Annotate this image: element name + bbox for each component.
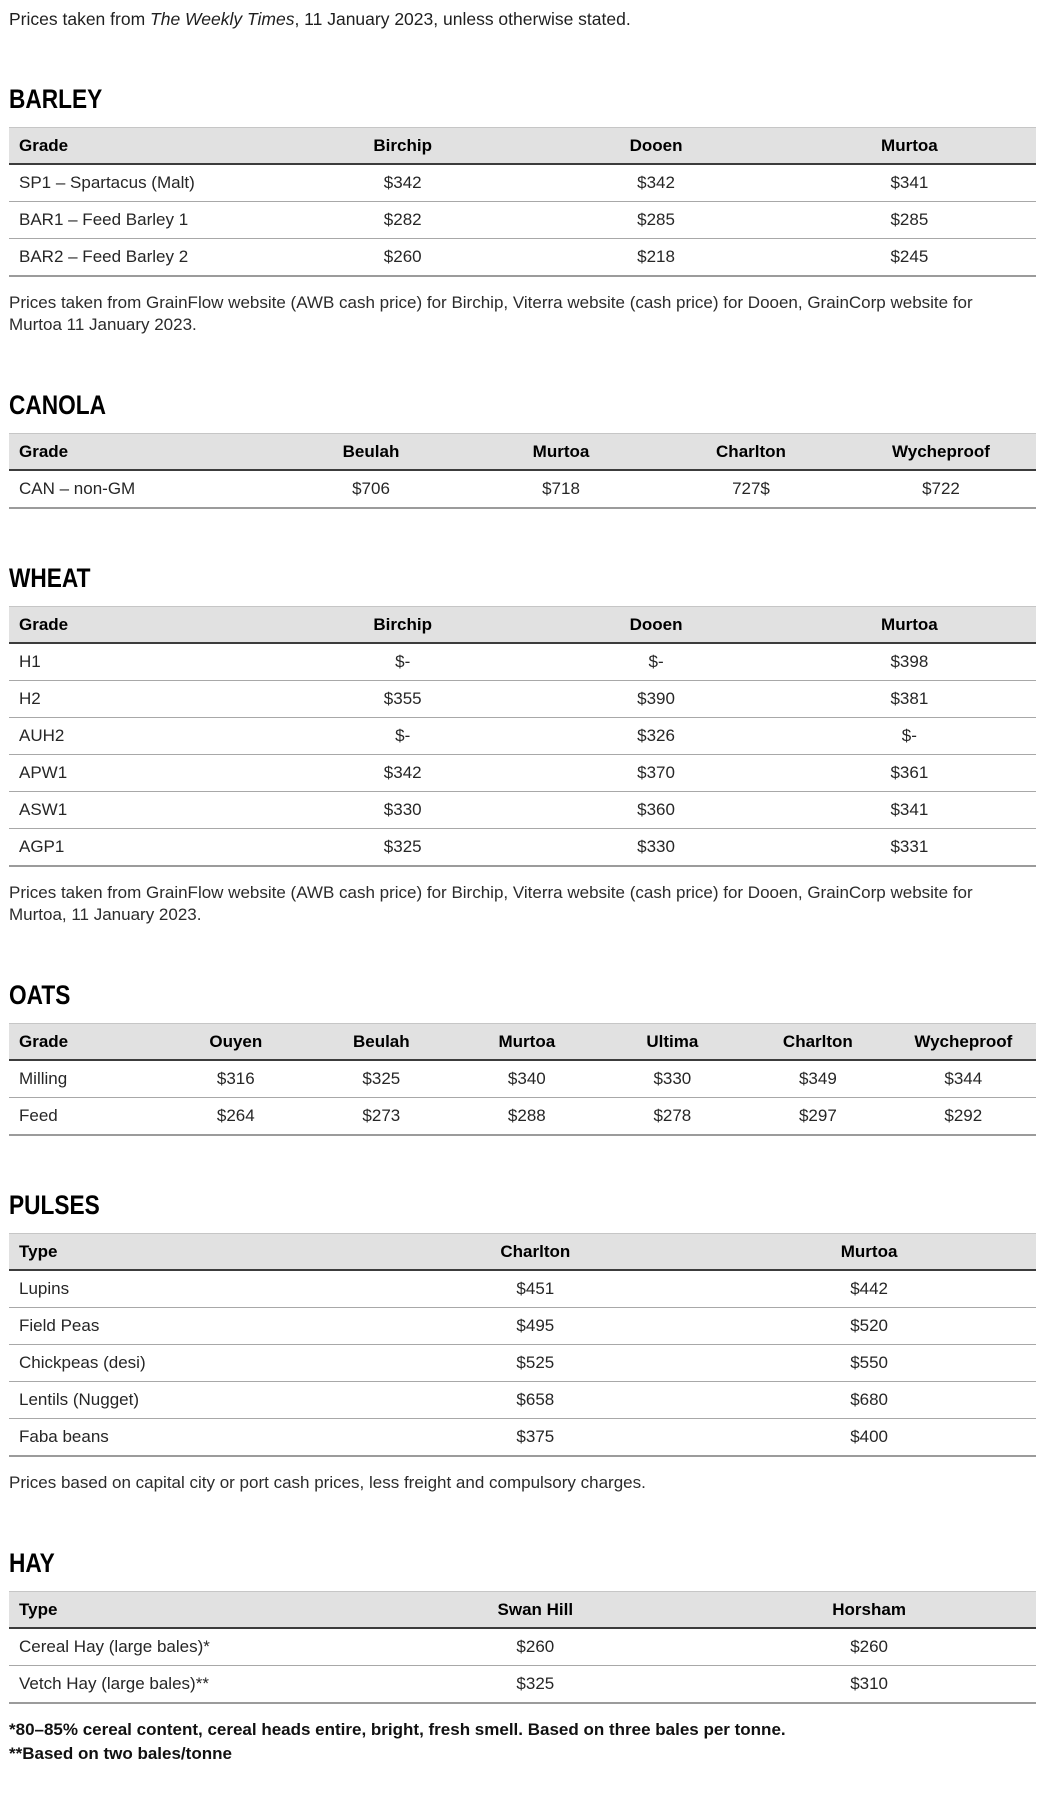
column-header-horsham: Horsham <box>702 1592 1036 1629</box>
price-cell: $325 <box>368 1666 702 1704</box>
row-label: Milling <box>9 1060 163 1098</box>
price-cell: $292 <box>891 1098 1036 1136</box>
row-label: Field Peas <box>9 1308 368 1345</box>
section-heading-pulses <box>9 1190 1036 1220</box>
section-heading-barley <box>9 84 1036 114</box>
section-heading-label: WHEAT <box>9 563 91 593</box>
column-header-murtoa: Murtoa <box>702 1234 1036 1271</box>
price-cell: $297 <box>745 1098 891 1136</box>
price-cell: $325 <box>276 829 529 867</box>
footnote: Prices taken from GrainFlow website (AWB cash price) for Birchip, Viterra website (cash price) for Dooen, GrainCorp website for Murtoa, 11 January 2023. <box>9 883 973 924</box>
price-cell: $360 <box>529 792 782 829</box>
row-label: H1 <box>9 643 276 681</box>
column-header-wycheproof: Wycheproof <box>846 434 1036 471</box>
column-header-murtoa: Murtoa <box>466 434 656 471</box>
row-label: BAR2 – Feed Barley 2 <box>9 239 276 277</box>
column-header-dooen: Dooen <box>529 607 782 644</box>
section-heading-label: OATS <box>9 980 71 1010</box>
price-cell: $260 <box>276 239 529 277</box>
table-row <box>9 1628 1036 1666</box>
row-label: Feed <box>9 1098 163 1136</box>
row-label: APW1 <box>9 755 276 792</box>
section-heading-label: HAY <box>9 1548 55 1578</box>
section-canola <box>9 390 1036 509</box>
price-cell: $310 <box>702 1666 1036 1704</box>
table-row <box>9 202 1036 239</box>
price-cell: $550 <box>702 1345 1036 1382</box>
price-cell: $375 <box>368 1419 702 1457</box>
section-heading-hay <box>9 1548 1036 1578</box>
row-label: AGP1 <box>9 829 276 867</box>
price-cell: $349 <box>745 1060 891 1098</box>
table-row <box>9 1308 1036 1345</box>
row-label: H2 <box>9 681 276 718</box>
column-header-ultima: Ultima <box>600 1024 746 1061</box>
price-cell: $260 <box>368 1628 702 1666</box>
sections-container <box>9 84 1036 1765</box>
column-header-grade: Grade <box>9 434 276 471</box>
price-cell: $680 <box>702 1382 1036 1419</box>
column-header-beulah: Beulah <box>309 1024 455 1061</box>
price-cell: $722 <box>846 470 1036 508</box>
table-row <box>9 1382 1036 1419</box>
price-cell: $658 <box>368 1382 702 1419</box>
price-cell: $390 <box>529 681 782 718</box>
section-heading-label: CANOLA <box>9 390 107 420</box>
table-row <box>9 792 1036 829</box>
price-cell: $381 <box>783 681 1036 718</box>
row-label: Cereal Hay (large bales)* <box>9 1628 368 1666</box>
row-label: Faba beans <box>9 1419 368 1457</box>
intro-text <box>9 8 1036 30</box>
row-label: Lentils (Nugget) <box>9 1382 368 1419</box>
price-cell: $520 <box>702 1308 1036 1345</box>
price-cell: $400 <box>702 1419 1036 1457</box>
table-row <box>9 164 1036 202</box>
price-cell: $331 <box>783 829 1036 867</box>
canola-price-table <box>9 433 1036 509</box>
price-cell: $370 <box>529 755 782 792</box>
price-cell: $361 <box>783 755 1036 792</box>
row-label: ASW1 <box>9 792 276 829</box>
column-header-type: Type <box>9 1592 368 1629</box>
column-header-ouyen: Ouyen <box>163 1024 309 1061</box>
price-cell: $- <box>783 718 1036 755</box>
row-label: SP1 – Spartacus (Malt) <box>9 164 276 202</box>
section-hay <box>9 1548 1036 1765</box>
section-heading-canola <box>9 390 1036 420</box>
hay-price-table <box>9 1591 1036 1704</box>
price-cell: $285 <box>783 202 1036 239</box>
section-heading-oats <box>9 980 1036 1010</box>
price-cell: $282 <box>276 202 529 239</box>
price-cell: $218 <box>529 239 782 277</box>
price-cell: $288 <box>454 1098 600 1136</box>
table-row <box>9 1345 1036 1382</box>
price-cell: $245 <box>783 239 1036 277</box>
price-cell: $344 <box>891 1060 1036 1098</box>
column-header-charlton: Charlton <box>656 434 846 471</box>
price-cell: $525 <box>368 1345 702 1382</box>
footnote: Prices taken from GrainFlow website (AWB cash price) for Birchip, Viterra website (cash price) for Dooen, GrainCorp website for Murtoa 11 January 2023. <box>9 293 973 334</box>
table-row <box>9 239 1036 277</box>
price-cell: $325 <box>309 1060 455 1098</box>
price-cell: $442 <box>702 1270 1036 1308</box>
price-cell: $273 <box>309 1098 455 1136</box>
row-label: Lupins <box>9 1270 368 1308</box>
price-cell: $- <box>276 718 529 755</box>
row-label: Chickpeas (desi) <box>9 1345 368 1382</box>
footnote: *80–85% cereal content, cereal heads entire, bright, fresh smell. Based on three bales per tonne. <box>9 1720 786 1739</box>
column-header-swan-hill: Swan Hill <box>368 1592 702 1629</box>
price-cell: $- <box>276 643 529 681</box>
section-heading-label: BARLEY <box>9 84 103 114</box>
section-heading-label: PULSES <box>9 1190 100 1220</box>
section-heading-wheat <box>9 563 1036 593</box>
price-cell: $278 <box>600 1098 746 1136</box>
column-header-type: Type <box>9 1234 368 1271</box>
column-header-beulah: Beulah <box>276 434 466 471</box>
oats-price-table <box>9 1023 1036 1136</box>
column-header-charlton: Charlton <box>745 1024 891 1061</box>
price-cell: $355 <box>276 681 529 718</box>
table-row <box>9 755 1036 792</box>
price-cell: $342 <box>276 755 529 792</box>
header-row <box>9 434 1036 471</box>
price-cell: $264 <box>163 1098 309 1136</box>
intro-prefix: Prices taken from <box>9 9 151 29</box>
price-cell: $451 <box>368 1270 702 1308</box>
section-barley <box>9 84 1036 336</box>
column-header-murtoa: Murtoa <box>783 128 1036 165</box>
table-row <box>9 1666 1036 1704</box>
price-cell: $342 <box>529 164 782 202</box>
price-cell: $260 <box>702 1628 1036 1666</box>
table-row <box>9 829 1036 867</box>
table-row <box>9 470 1036 508</box>
price-cell: $316 <box>163 1060 309 1098</box>
header-row <box>9 1024 1036 1061</box>
column-header-birchip: Birchip <box>276 607 529 644</box>
header-row <box>9 1592 1036 1629</box>
table-row <box>9 718 1036 755</box>
price-cell: $330 <box>276 792 529 829</box>
price-cell: $285 <box>529 202 782 239</box>
price-cell: $330 <box>600 1060 746 1098</box>
wheat-price-table <box>9 606 1036 867</box>
price-cell: 727$ <box>656 470 846 508</box>
intro-suffix: , 11 January 2023, unless otherwise stated. <box>294 9 631 29</box>
price-cell: $341 <box>783 164 1036 202</box>
row-label: AUH2 <box>9 718 276 755</box>
column-header-charlton: Charlton <box>368 1234 702 1271</box>
section-pulses <box>9 1190 1036 1494</box>
table-row <box>9 1098 1036 1136</box>
footnote: Prices based on capital city or port cash prices, less freight and compulsory charges. <box>9 1473 646 1492</box>
header-row <box>9 128 1036 165</box>
column-header-grade: Grade <box>9 607 276 644</box>
row-label: CAN – non-GM <box>9 470 276 508</box>
column-header-wycheproof: Wycheproof <box>891 1024 1036 1061</box>
table-row <box>9 643 1036 681</box>
footnote: **Based on two bales/tonne <box>9 1744 232 1763</box>
price-cell: $341 <box>783 792 1036 829</box>
column-header-murtoa: Murtoa <box>783 607 1036 644</box>
column-header-grade: Grade <box>9 128 276 165</box>
table-row <box>9 681 1036 718</box>
price-cell: $342 <box>276 164 529 202</box>
column-header-murtoa: Murtoa <box>454 1024 600 1061</box>
price-cell: $- <box>529 643 782 681</box>
header-row <box>9 607 1036 644</box>
price-cell: $398 <box>783 643 1036 681</box>
price-cell: $340 <box>454 1060 600 1098</box>
header-row <box>9 1234 1036 1271</box>
table-row <box>9 1270 1036 1308</box>
price-cell: $706 <box>276 470 466 508</box>
row-label: Vetch Hay (large bales)** <box>9 1666 368 1704</box>
price-cell: $326 <box>529 718 782 755</box>
section-oats <box>9 980 1036 1136</box>
column-header-grade: Grade <box>9 1024 163 1061</box>
column-header-dooen: Dooen <box>529 128 782 165</box>
table-row <box>9 1419 1036 1457</box>
pulses-price-table <box>9 1233 1036 1457</box>
row-label: BAR1 – Feed Barley 1 <box>9 202 276 239</box>
intro-source-name: The Weekly Times <box>150 9 295 29</box>
section-wheat <box>9 563 1036 926</box>
table-row <box>9 1060 1036 1098</box>
barley-price-table <box>9 127 1036 277</box>
price-cell: $718 <box>466 470 656 508</box>
price-cell: $330 <box>529 829 782 867</box>
column-header-birchip: Birchip <box>276 128 529 165</box>
price-cell: $495 <box>368 1308 702 1345</box>
